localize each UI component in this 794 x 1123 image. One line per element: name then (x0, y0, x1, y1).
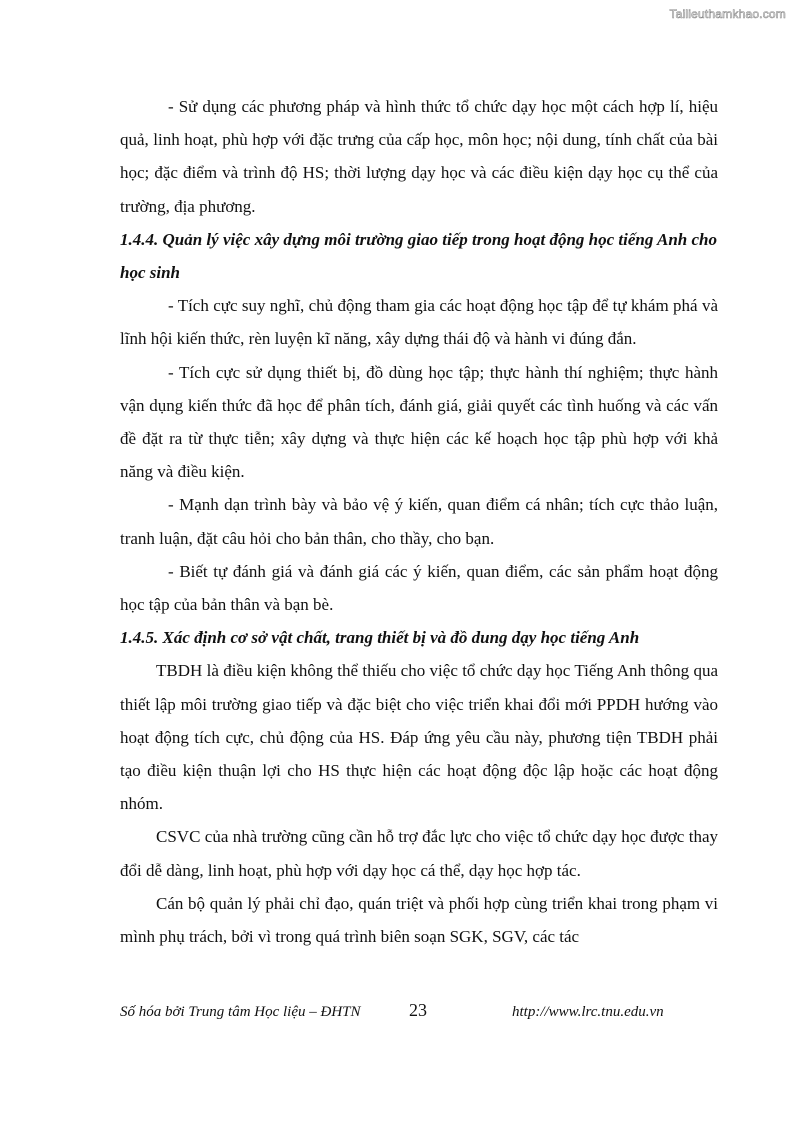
page-footer (120, 1000, 680, 1026)
watermark-text: Tailieuthamkhao.com (669, 7, 786, 21)
footer-url: http://www.lrc.tnu.edu.vn (512, 1004, 664, 1020)
page-body (120, 90, 718, 953)
paragraph-managers: Cán bộ quản lý phải chỉ đạo, quán triệt và phối hợp cùng triển khai trong phạm vi mình phụ trách, bởi vì trong quá trình biên soạn SGK, SGV, các tác (120, 893, 718, 947)
paragraph-self-assessment: - Biết tự đánh giá và đánh giá các ý kiến, quan điểm, các sản phẩm hoạt động học tập của bản thân và bạn bè. (120, 561, 718, 615)
page-number: 23 (409, 1000, 427, 1020)
paragraph-active-thinking: - Tích cực suy nghĩ, chủ động tham gia các hoạt động học tập để tự khám phá và lĩnh hội kiến thức, rèn luyện kĩ năng, xây dựng thái độ và hành vi đúng đắn. (120, 296, 718, 349)
paragraph-present-opinions: - Mạnh dạn trình bày và bảo vệ ý kiến, quan điểm cá nhân; tích cực thảo luận, tranh luận, đặt câu hỏi cho bản thân, cho thầy, cho bạn. (120, 495, 718, 548)
section-heading-1-4-5: 1.4.5. Xác định cơ sở vật chất, trang thiết bị và đồ dung dạy học tiếng Anh (120, 628, 640, 648)
section-heading-1-4-4: 1.4.4. Quản lý việc xây dựng môi trường giao tiếp trong hoạt động học tiếng Anh cho học sinh (120, 229, 718, 283)
paragraph-teaching-methods: - Sử dụng các phương pháp và hình thức tổ chức dạy học một cách hợp lí, hiệu quả, linh hoạt, phù hợp với đặc trưng của cấp học, môn học; nội dung, tính chất của bài học; đặc điểm và trình độ HS; thời lượng dạy học và các điều kiện dạy học cụ thể của trường, địa phương. (120, 97, 718, 216)
paragraph-tbdh: TBDH là điều kiện không thể thiếu cho việc tổ chức dạy học Tiếng Anh thông qua thiết lập môi trường giao tiếp và đặc biệt cho việc triển khai đổi mới PPDH hướng vào hoạt động tích cực, chủ động của HS. Đáp ứng yêu cầu này, phương tiện TBDH phải tạo điều kiện thuận lợi cho HS thực hiện các hoạt động độc lập hoặc các hoạt động nhóm. (120, 661, 718, 814)
footer-source: Số hóa bởi Trung tâm Học liệu – ĐHTN (120, 1004, 361, 1020)
paragraph-equipment-use: - Tích cực sử dụng thiết bị, đồ dùng học tập; thực hành thí nghiệm; thực hành vận dụng kiến thức đã học để phân tích, đánh giá, giải quyết các tình huống và các vấn đề đặt ra từ thực tiễn; xây dựng và thực hiện các kế hoạch học tập phù hợp với khả năng và điều kiện. (120, 362, 718, 482)
paragraph-csvc: CSVC của nhà trường cũng cần hỗ trợ đắc lực cho việc tổ chức dạy học được thay đổi dễ dàng, linh hoạt, phù hợp với dạy học cá thể, dạy học hợp tác. (120, 827, 718, 880)
